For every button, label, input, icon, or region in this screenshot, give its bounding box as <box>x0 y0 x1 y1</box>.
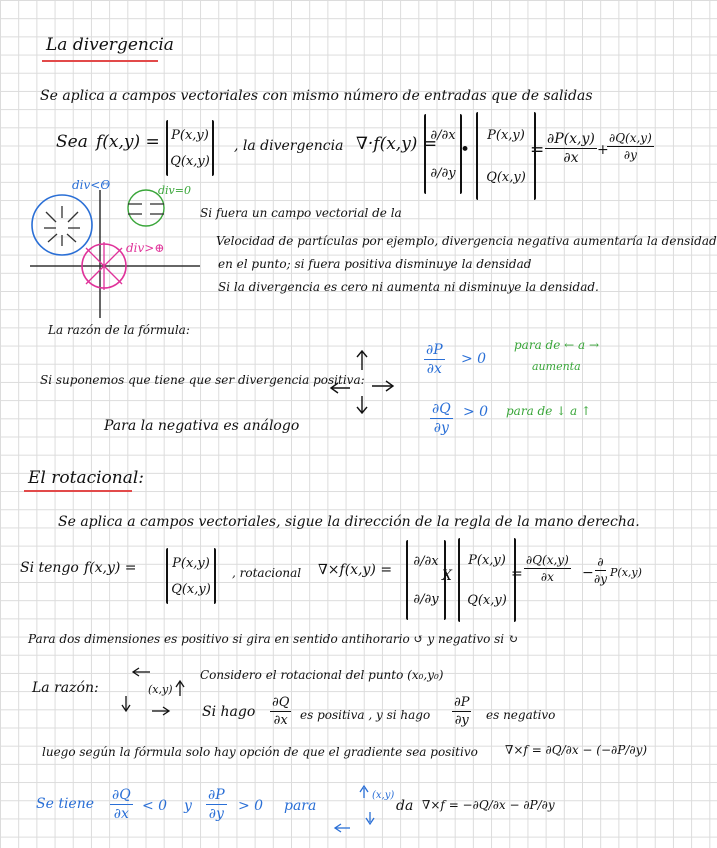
xy-point-final: (x,y) <box>372 790 395 801</box>
para-label: para <box>284 798 317 814</box>
divergence-intro: Se aplica a campos vectoriales con mismo número de entradas que de salidas <box>40 88 593 104</box>
f-definition-rot: f(x,y) = <box>84 560 137 576</box>
negativa-analogo: Para la negativa es análogo <box>104 418 300 434</box>
luego-text: luego según la fórmula solo hay opción de que el gradiente sea positivo <box>42 745 478 759</box>
se-tiene-label: Se tiene <box>36 796 95 812</box>
dQxy-numerator: ∂Q(x,y) <box>526 553 569 567</box>
d-dy-rot: ∂/∂y <box>413 591 439 607</box>
q-component-rot: Q(x,y) <box>171 581 211 597</box>
la-divergencia-label: , la divergencia <box>234 138 344 154</box>
q-component-2: Q(x,y) <box>486 169 526 185</box>
dx-denominator: ∂x <box>563 150 579 166</box>
suponemos-text: Si suponemos que tiene que ser divergencia positiva: <box>40 373 365 387</box>
gt-zero-1: > 0 <box>461 351 487 367</box>
explanation-line-3: en el punto; si fuera positiva disminuye la densidad <box>218 257 532 271</box>
q-component-rot-2: Q(x,y) <box>467 592 507 608</box>
d-dx-rot: ∂/∂x <box>413 553 439 569</box>
si-hago-label: Si hago <box>202 704 256 720</box>
p-component-rot-2: P(x,y) <box>468 552 506 568</box>
dP-dy-final <box>206 788 227 821</box>
explanation-line-1: Si fuera un campo vectorial de la <box>200 206 402 220</box>
dot-operator: • <box>460 140 471 160</box>
y-conjunction: y <box>184 798 192 814</box>
div-negative-label: div<Θ <box>72 178 111 192</box>
dQ-dx-small-rot <box>270 696 291 727</box>
dx-small-den: ∂x <box>426 361 442 377</box>
es-negativo-text: es negativo <box>486 708 556 722</box>
explanation-line-4: Si la divergencia es cero ni aumenta ni disminuye la densidad. <box>218 280 599 294</box>
rotacional-label: , rotacional <box>232 566 302 580</box>
para-dy-note: para de ↓ a ↑ <box>506 404 592 418</box>
f-definition: f(x,y) = <box>96 132 160 152</box>
lt-zero: < 0 <box>142 798 168 814</box>
aumenta-note: aumenta <box>532 360 581 373</box>
gt-zero-2: > 0 <box>463 404 489 420</box>
minus-rot: − <box>582 565 594 581</box>
dP-final-num: ∂P <box>208 787 225 803</box>
razon-formula-label: La razón de la fórmula: <box>48 323 190 337</box>
gt-zero-final: > 0 <box>238 798 264 814</box>
dQ-small-num: ∂Q <box>432 401 451 417</box>
dy-rot-den: ∂y <box>594 572 607 586</box>
p-component: P(x,y) <box>171 127 209 143</box>
plus-sign: + <box>597 142 609 158</box>
section-title-divergence: La divergencia <box>46 35 174 55</box>
blue-arrows <box>335 786 374 832</box>
dQ-rot-num: ∂Q <box>272 695 290 710</box>
d-dx: ∂/∂x <box>430 127 456 143</box>
dy-small-den: ∂y <box>433 420 449 436</box>
xy-point-label: (x,y) <box>148 683 173 696</box>
dx-final-den: ∂x <box>113 806 129 822</box>
nabla-dot-f: ∇·f(x,y) = <box>356 134 438 154</box>
dy-final-den: ∂y <box>208 806 224 822</box>
dQ-dx-final <box>110 788 133 821</box>
dP-rot-num: ∂P <box>454 695 470 710</box>
dP-dy-small-rot <box>452 696 471 727</box>
dQ-final-num: ∂Q <box>112 787 131 803</box>
si-tengo-label: Si tengo <box>20 560 79 576</box>
nabla-cross-f: ∇×f(x,y) = <box>318 562 393 578</box>
cross-operator: X <box>442 568 452 584</box>
dP-numerator: ∂P(x,y) <box>547 131 595 147</box>
rotacional-intro: Se aplica a campos vectoriales, sigue la dirección de la regla de la mano derecha. <box>58 514 640 530</box>
explanation-line-2: Velocidad de partículas por ejemplo, divergencia negativa aumentaría la densidad <box>216 234 717 248</box>
d-rot-num: ∂ <box>597 555 604 569</box>
la-razon-label: La razón: <box>32 680 99 696</box>
equals-rot: = <box>511 566 523 582</box>
dx-rot-den: ∂x <box>273 713 288 728</box>
p-component-rot: P(x,y) <box>172 555 210 571</box>
dQ-numerator: ∂Q(x,y) <box>609 131 652 145</box>
dy-denominator: ∂y <box>623 148 637 162</box>
considero-text: Considero el rotacional del punto (x₀,y₀) <box>200 668 444 682</box>
para-dx-note: para de ← a → <box>514 338 600 352</box>
dx-rot-denominator: ∂x <box>540 570 554 584</box>
section-title-rotacional: El rotacional: <box>28 468 145 488</box>
dos-dimensiones-text: Para dos dimensiones es positivo si gira en sentido antihorario ↺ y negativo si ↻ <box>28 632 519 646</box>
q-component: Q(x,y) <box>170 153 210 169</box>
equals-sign: = <box>530 140 545 160</box>
luego-rhs: ∇×f = ∂Q/∂x − (−∂P/∂y) <box>505 743 648 757</box>
dP-small-num: ∂P <box>426 342 443 358</box>
div-positive-label: div>⊕ <box>126 241 165 255</box>
p-component-2: P(x,y) <box>487 127 525 143</box>
dy-rot-den: ∂y <box>454 713 469 728</box>
p-xy-term: P(x,y) <box>610 566 642 579</box>
final-rhs: ∇×f = −∂Q/∂x − ∂P/∂y <box>422 798 555 812</box>
es-positiva-text: es positiva , y si hago <box>300 708 431 722</box>
da-label: da <box>396 798 414 814</box>
sea-label: Sea <box>56 132 88 152</box>
d-dy: ∂/∂y <box>430 165 456 181</box>
div-zero-label: div=0 <box>158 184 191 197</box>
